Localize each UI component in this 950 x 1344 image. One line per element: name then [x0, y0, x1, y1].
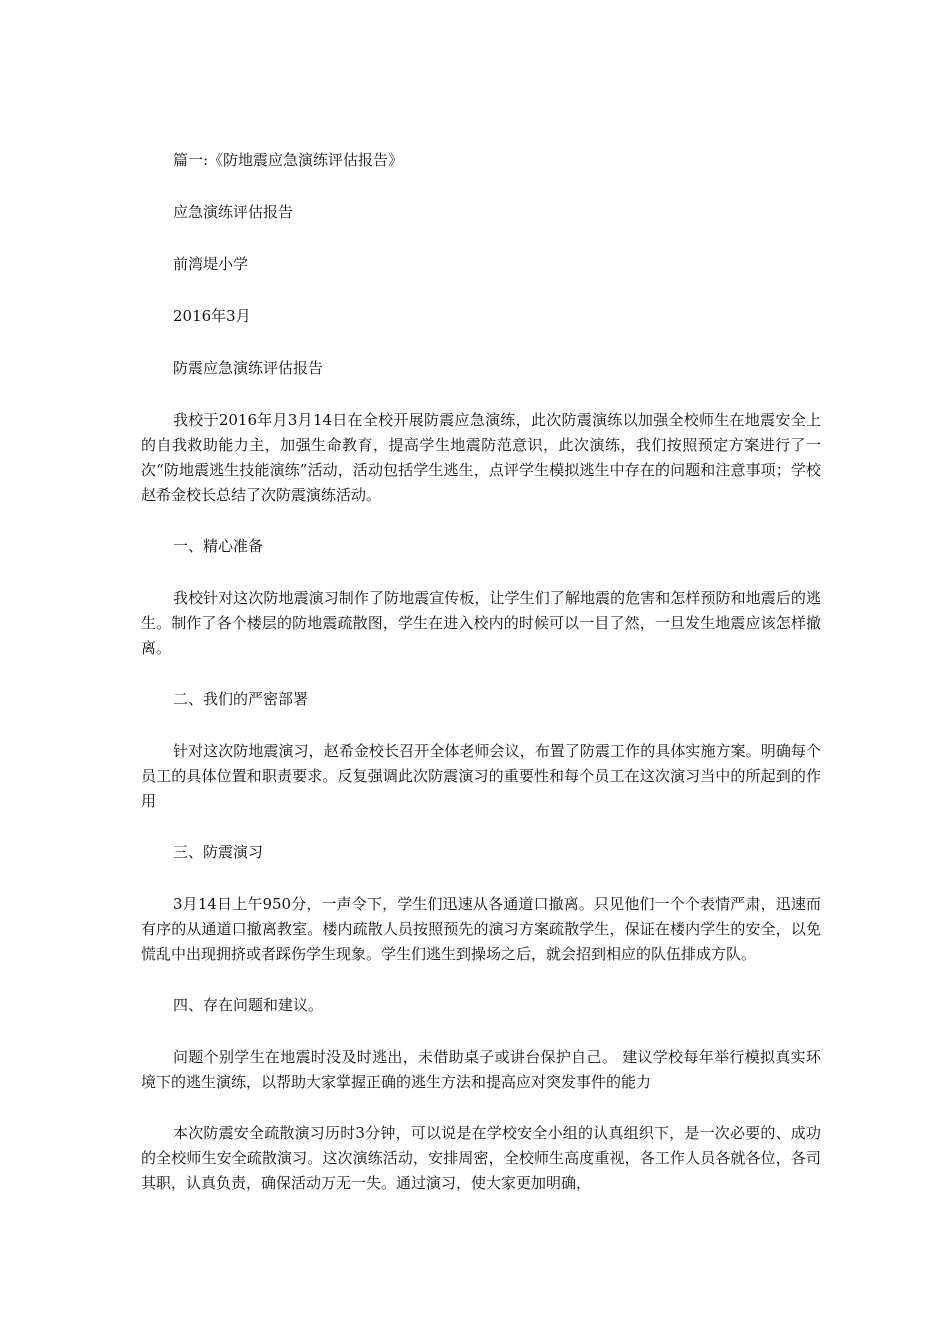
document-subtitle: 应急演练评估报告 — [173, 203, 294, 221]
section-3-heading: 三、防震演习 — [173, 843, 264, 861]
report-date: 2016年3月 — [173, 307, 251, 325]
conclusion-paragraph: 本次防震安全疏散演习历时3分钟，可以说是在学校安全小组的认真组织下，是一次必要的、成功的全校师生安全疏散演习。这次演练活动，安排周密，全校师生高度重视，各工作人员各就各位，各司其职，认真负责，确保活动万无一失。通过演习，使大家更加明确， — [141, 1124, 821, 1192]
document-title-line: 篇一:《防地震应急演练评估报告》 — [173, 151, 404, 169]
school-name: 前湾堤小学 — [173, 255, 249, 273]
section-2-heading: 二、我们的严密部署 — [173, 690, 309, 708]
report-heading: 防震应急演练评估报告 — [173, 359, 324, 377]
section-2-paragraph: 针对这次防地震演习，赵希金校长召开全体老师会议，布置了防震工作的具体实施方案。明确每个员工的具体位置和职责要求。反复强调此次防震演习的重要性和每个员工在这次演习当中的所起到的作用 — [141, 742, 821, 810]
section-4-heading: 四、存在问题和建议。 — [173, 996, 324, 1014]
section-3-paragraph: 3月14日上午950分，一声令下，学生们迅速从各通道口撤离。只见他们一个个表情严肃，迅速而有序的从通道口撤离教室。楼内疏散人员按照预先的演习方案疏散学生，保证在楼内学生的安全，以免慌乱中出现拥挤或者踩伤学生现象。学生们逃生到操场之后，就会招到相应的队伍排成方队。 — [141, 895, 821, 963]
intro-paragraph: 我校于2016年月3月14日在全校开展防震应急演练，此次防震演练以加强全校师生在地震安全上的自我救助能力主，加强生命教育，提高学生地震防范意识，此次演练，我们按照预定方案进行了一次“防地震逃生技能演练”活动，活动包括学生逃生，点评学生模拟逃生中存在的问题和注意事项；学校赵希金校长总结了次防震演练活动。 — [141, 411, 821, 504]
document-body — [141, 148, 821, 1222]
section-1-paragraph: 我校针对这次防地震演习制作了防地震宣传板，让学生们了解地震的危害和怎样预防和地震后的逃生。制作了各个楼层的防地震疏散图，学生在进入校内的时候可以一目了然，一旦发生地震应该怎样撤离。 — [141, 589, 821, 657]
section-4-paragraph: 问题个别学生在地震时没及时逃出，未借助桌子或讲台保护自己。 建议学校每年举行模拟真实环境下的逃生演练，以帮助大家掌握正确的逃生方法和提高应对突发事件的能力 — [141, 1048, 821, 1091]
section-1-heading: 一、精心准备 — [173, 537, 264, 555]
